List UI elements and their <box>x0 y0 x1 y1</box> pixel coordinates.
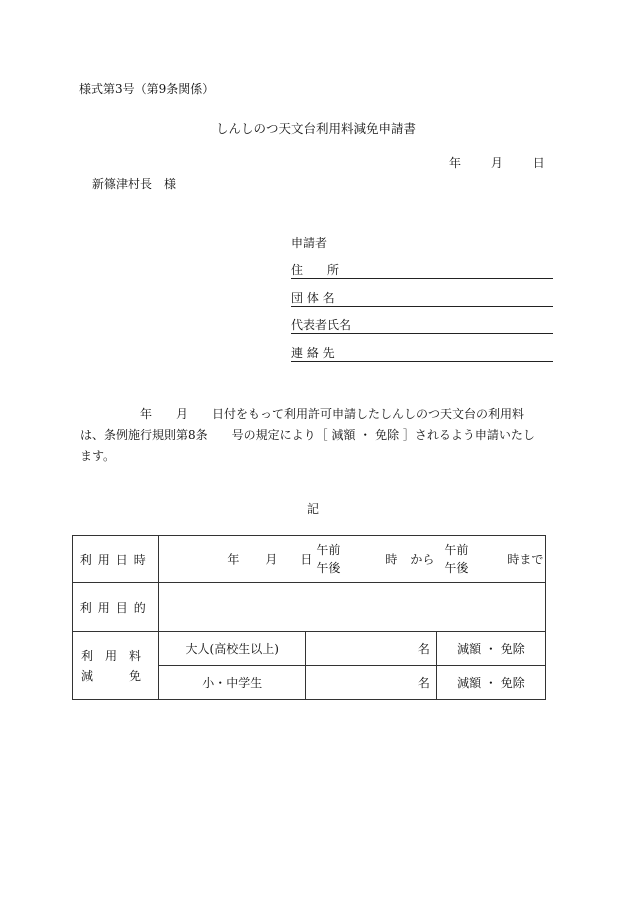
contact-field[interactable] <box>291 344 553 362</box>
dt-until: 時まで <box>507 552 544 567</box>
statement-line-3: ます。 <box>80 449 116 463</box>
addressee: 新篠津村長 様 <box>92 177 177 191</box>
dt-ampm-end <box>444 541 468 577</box>
usage-table <box>72 535 546 700</box>
dt-ampm-start <box>316 541 340 577</box>
date-month: 月 <box>490 156 503 170</box>
fee-label-line2: 減 免 <box>81 668 142 683</box>
applicant-label: 申請者 <box>291 236 328 250</box>
dt-month: 月 <box>265 552 278 567</box>
option-child[interactable]: 減額 ・ 免除 <box>436 666 545 700</box>
category-child: 小・中学生 <box>159 666 306 700</box>
fee-reduction-label <box>73 632 159 700</box>
count-child[interactable]: 名 <box>306 666 437 700</box>
dt-am-end: 午前 <box>444 543 469 557</box>
organization-field[interactable] <box>291 289 553 307</box>
form-number: 様式第3号（第9条関係） <box>79 82 215 96</box>
dt-am-start: 午前 <box>316 543 341 557</box>
dt-day: 日 <box>300 552 313 567</box>
purpose-input[interactable] <box>159 583 546 632</box>
statement-line-2: は、条例施行規則第8条 号の規定により［ 減額 ・ 免除 ］されるよう申請いたし <box>80 428 535 442</box>
count-adult[interactable]: 名 <box>306 632 437 666</box>
dt-pm-end: 午後 <box>444 561 469 575</box>
dt-hour-from: 時 <box>385 552 398 567</box>
date-day: 日 <box>532 156 545 170</box>
purpose-label: 利用目的 <box>73 583 159 632</box>
contact-label: 連 絡 先 <box>291 346 335 360</box>
address-field[interactable] <box>291 261 553 279</box>
dt-year: 年 <box>227 552 240 567</box>
datetime-row <box>73 536 546 583</box>
application-date <box>449 154 545 171</box>
category-adult: 大人(高校生以上) <box>159 632 306 666</box>
datetime-label: 利用日時 <box>73 536 159 583</box>
dt-pm-start: 午後 <box>316 561 341 575</box>
address-label: 住 所 <box>291 263 340 277</box>
dt-from: から <box>410 552 435 567</box>
date-year: 年 <box>449 156 462 170</box>
purpose-row <box>73 583 546 632</box>
organization-label: 団 体 名 <box>291 291 335 305</box>
representative-field[interactable] <box>291 316 553 334</box>
option-adult[interactable]: 減額 ・ 免除 <box>436 632 545 666</box>
representative-label: 代表者氏名 <box>291 318 352 332</box>
document-title: しんしのつ天文台利用料減免申請書 <box>216 121 417 136</box>
fee-label-line1: 利 用 料 <box>81 648 142 663</box>
datetime-input[interactable] <box>159 536 546 583</box>
application-statement <box>80 404 550 467</box>
statement-line-1: 年 月 日付をもって利用許可申請したしんしのつ天文台の利用料 <box>80 407 525 421</box>
ki-heading: 記 <box>307 502 320 516</box>
fee-row-adult <box>73 632 546 666</box>
